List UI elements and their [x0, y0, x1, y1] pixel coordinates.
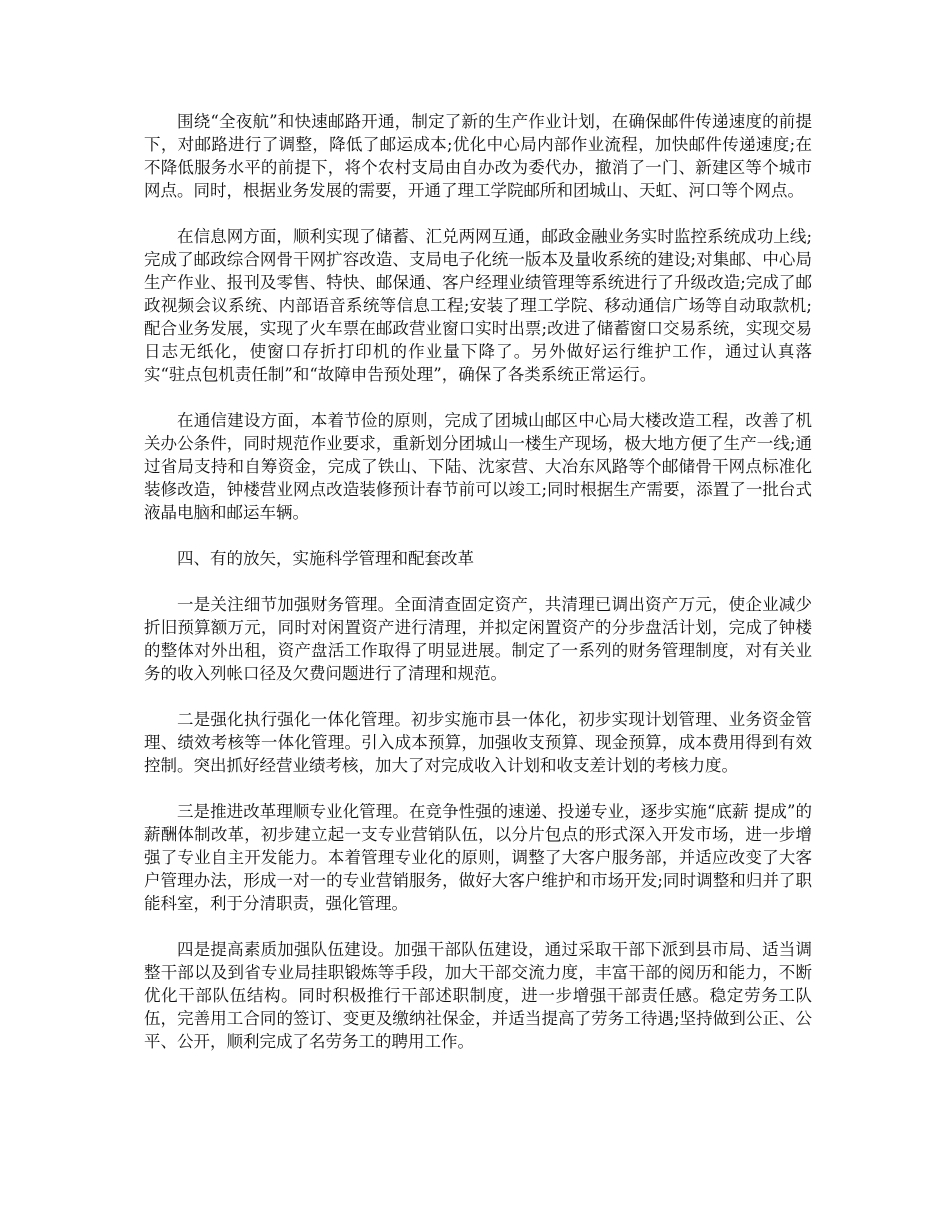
- document-body: [144, 110, 812, 1076]
- paragraph-integrated-management: 二是强化执行强化一体化管理。初步实施市县一体化，初步实现计划管理、业务资金管理、绩效考核等一体化管理。引入成本预算，加强收支预算、现金预算，成本费用得到有效控制。突出抓好经营业绩考核，加大了对完成收入计划和收支差计划的考核力度。: [144, 710, 812, 775]
- paragraph-communication-construction: 在通信建设方面，本着节俭的原则，完成了团城山邮区中心局大楼改造工程，改善了机关办公条件，同时规范作业要求，重新划分团城山一楼生产现场，极大地方便了生产一线;通过省局支持和自筹资金，完成了铁山、下陆、沈家营、大冶东风路等个邮储骨干网点标准化装修改造，钟楼营业网点改造装修预计春节前可以竣工;同时根据生产需要，添置了一批台式液晶电脑和邮运车辆。: [144, 411, 812, 522]
- paragraph-information-network: 在信息网方面，顺利实现了储蓄、汇兑两网互通，邮政金融业务实时监控系统成功上线;完成了邮政综合网骨干网扩容改造、支局电子化统一版本及量收系统的建设;对集邮、中心局生产作业、报刊及零售、特快、邮保通、客户经理业绩管理等系统进行了升级改造;完成了邮政视频会议系统、内部语音系统等信息工程;安装了理工学院、移动通信广场等自动取款机;配合业务发展，实现了火车票在邮政营业窗口实时出票;改进了储蓄窗口交易系统，实现交易日志无纸化，使窗口存折打印机的作业量下降了。另外做好运行维护工作，通过认真落实“驻点包机责任制”和“故障申告预处理”，确保了各类系统正常运行。: [144, 227, 812, 384]
- paragraph-mail-route: 围绕“全夜航”和快速邮路开通，制定了新的生产作业计划，在确保邮件传递速度的前提下，对邮路进行了调整，降低了邮运成本;优化中心局内部作业流程，加快邮件传递速度;在不降低服务水平的前提下，将个农村支局由自办改为委代办，撤消了一门、新建区等个城市网点。同时，根据业务发展的需要，开通了理工学院邮所和团城山、天虹、河口等个网点。: [144, 112, 812, 200]
- paragraph-specialized-management: 三是推进改革理顺专业化管理。在竞争性强的速递、投递专业，逐步实施“底薪 提成”的薪酬体制改革，初步建立起一支专业营销队伍，以分片包点的形式深入开发市场，进一步增强了专业自主开发能力。本着管理专业化的原则，调整了大客户服务部，并适应改变了大客户管理办法，形成一对一的专业营销服务，做好大客户维护和市场开发;同时调整和归并了职能科室，利于分清职责，强化管理。: [144, 802, 812, 913]
- section-heading: 四、有的放矢，实施科学管理和配套改革: [177, 549, 474, 568]
- paragraph-team-building: 四是提高素质加强队伍建设。加强干部队伍建设，通过采取干部下派到县市局、适当调整干部以及到省专业局挂职锻炼等手段，加大干部交流力度，丰富干部的阅历和能力，不断优化干部队伍结构。同时积极推行干部述职制度，进一步增强干部责任感。稳定劳务工队伍，完善用工合同的签订、变更及缴纳社保金，并适当提高了劳务工待遇;坚持做到公正、公平、公开，顺利完成了名劳务工的聘用工作。: [144, 940, 812, 1051]
- paragraph-financial-management: 一是关注细节加强财务管理。全面清查固定资产，共清理已调出资产万元，使企业减少折旧预算额万元，同时对闲置资产进行清理，并拟定闲置资产的分步盘活计划，完成了钟楼的整体对外出租，资产盘活工作取得了明显进展。制定了一系列的财务管理制度，对有关业务的收入列帐口径及欠费问题进行了清理和规范。: [144, 595, 812, 683]
